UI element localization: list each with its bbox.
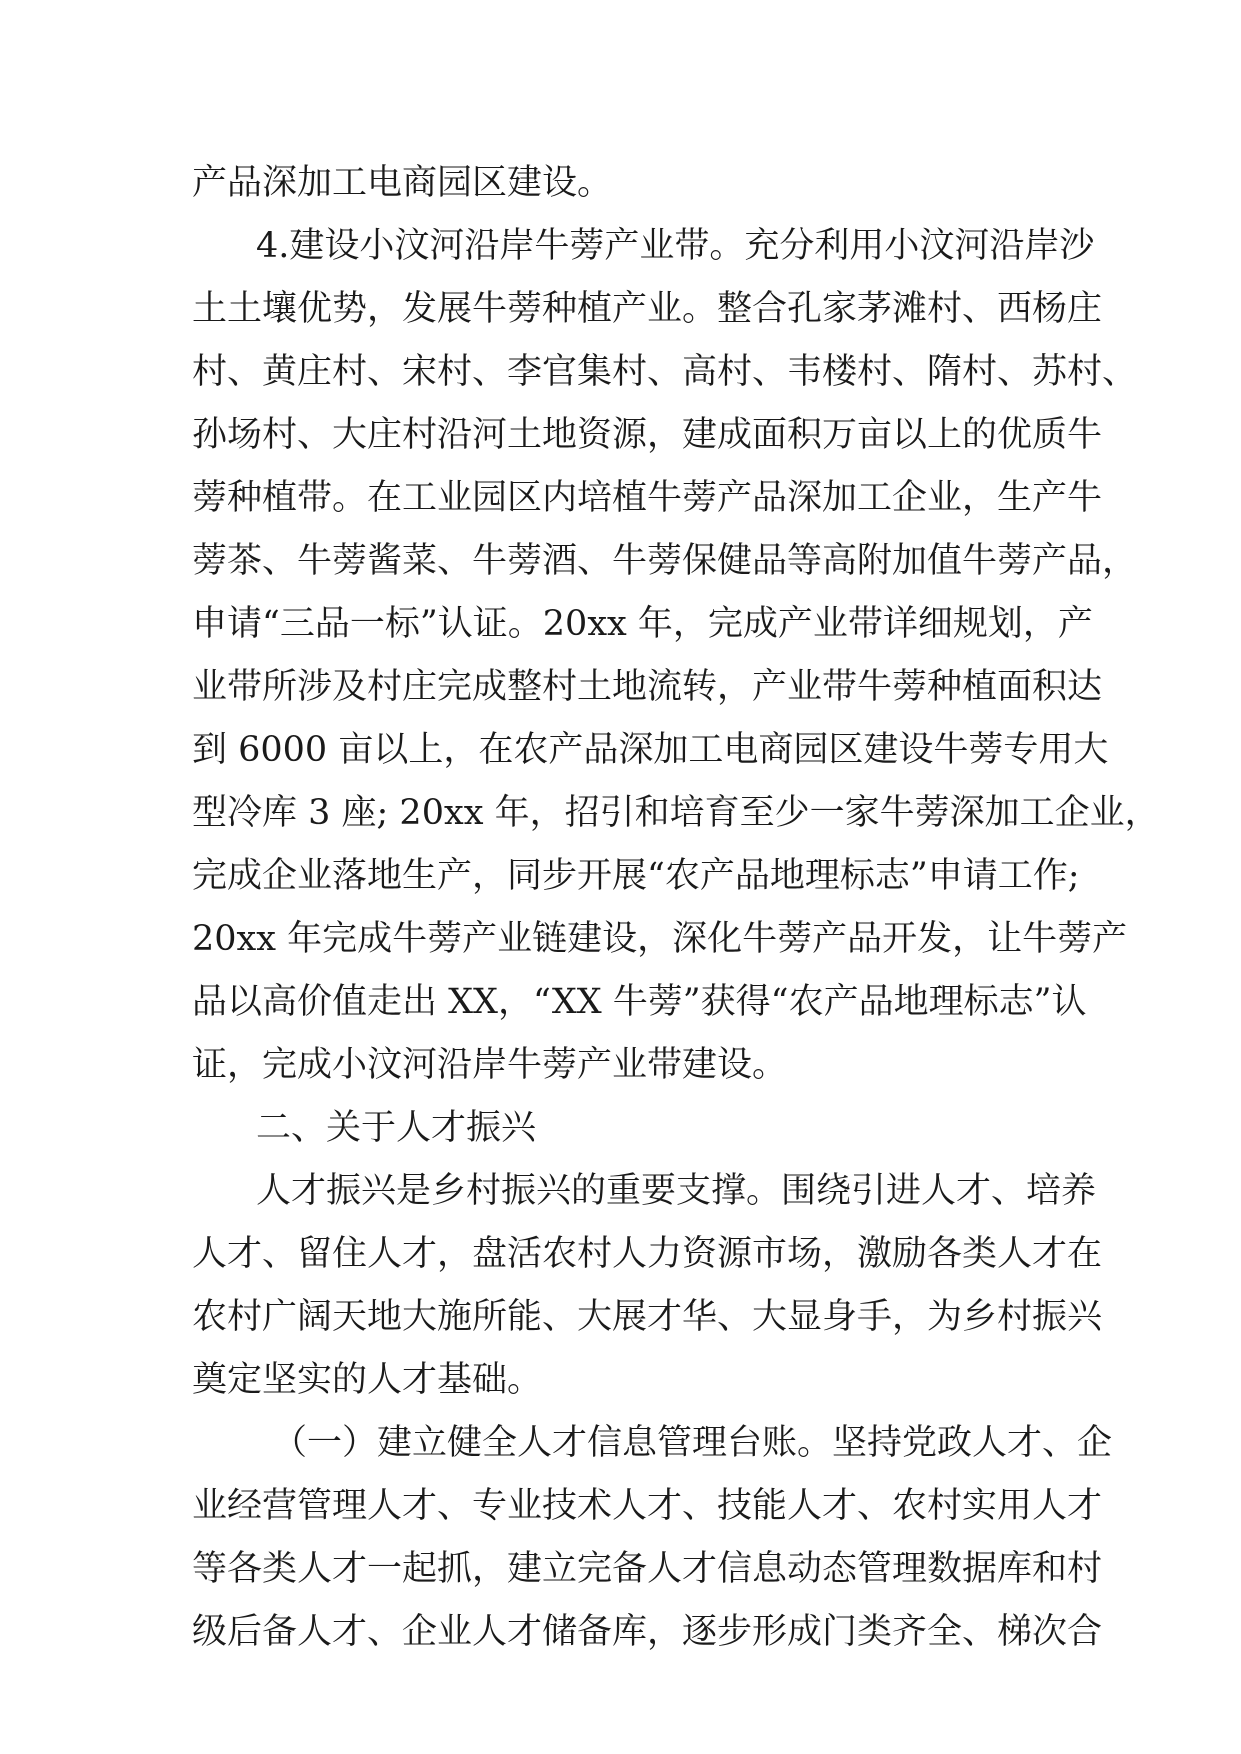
paragraph-line: （一）建立健全人才信息管理台账。坚持党政人才、企	[272, 1423, 1113, 1463]
paragraph-line: 4.建设小汶河沿岸牛蒡产业带。充分利用小汶河沿岸沙	[256, 226, 1095, 266]
paragraph-line: 申请“三品一标”认证。20xx 年，完成产业带详细规划，产	[192, 604, 1093, 644]
paragraph-line: 土土壤优势，发展牛蒡种植产业。整合孔家茅滩村、西杨庄	[192, 289, 1103, 329]
paragraph-line: 蒡种植带。在工业园区内培植牛蒡产品深加工企业，生产牛	[192, 478, 1103, 518]
body-text	[192, 152, 1160, 1664]
paragraph-line: 人才、留住人才，盘活农村人力资源市场，激励各类人才在	[192, 1234, 1103, 1274]
paragraph-line: 型冷库 3 座; 20xx 年，招引和培育至少一家牛蒡深加工企业，	[192, 793, 1160, 833]
paragraph-line: 等各类人才一起抓，建立完备人才信息动态管理数据库和村	[192, 1549, 1103, 1589]
paragraph-line: 品以高价值走出 XX，“XX 牛蒡”获得“农产品地理标志”认	[192, 982, 1087, 1022]
paragraph-line: 业经营管理人才、专业技术人才、技能人才、农村实用人才	[192, 1486, 1103, 1526]
paragraph-line: 业带所涉及村庄完成整村土地流转，产业带牛蒡种植面积达	[192, 667, 1103, 707]
paragraph-line: 蒡茶、牛蒡酱菜、牛蒡酒、牛蒡保健品等高附加值牛蒡产品，	[192, 541, 1138, 581]
paragraph-line: 完成企业落地生产，同步开展“农产品地理标志”申请工作;	[192, 856, 1080, 896]
paragraph-line: 到 6000 亩以上，在农产品深加工电商园区建设牛蒡专用大	[192, 730, 1109, 770]
paragraph-line: 村、黄庄村、宋村、李官集村、高村、韦楼村、隋村、苏村、	[192, 352, 1138, 392]
paragraph-line: 农村广阔天地大施所能、大展才华、大显身手，为乡村振兴	[192, 1297, 1103, 1337]
paragraph-line: 奠定坚实的人才基础。	[192, 1360, 543, 1400]
paragraph-line: 级后备人才、企业人才储备库，逐步形成门类齐全、梯次合	[192, 1612, 1103, 1652]
paragraph-line: 人才振兴是乡村振兴的重要支撑。围绕引进人才、培养	[256, 1171, 1097, 1211]
paragraph-line: 20xx 年完成牛蒡产业链建设，深化牛蒡产品开发，让牛蒡产	[192, 919, 1128, 959]
paragraph-line: 孙场村、大庄村沿河土地资源，建成面积万亩以上的优质牛	[192, 415, 1103, 455]
paragraph-line: 证，完成小汶河沿岸牛蒡产业带建设。	[192, 1045, 788, 1085]
paragraph-line: 产品深加工电商园区建设。	[192, 163, 613, 203]
section-heading: 二、关于人才振兴	[256, 1108, 537, 1148]
